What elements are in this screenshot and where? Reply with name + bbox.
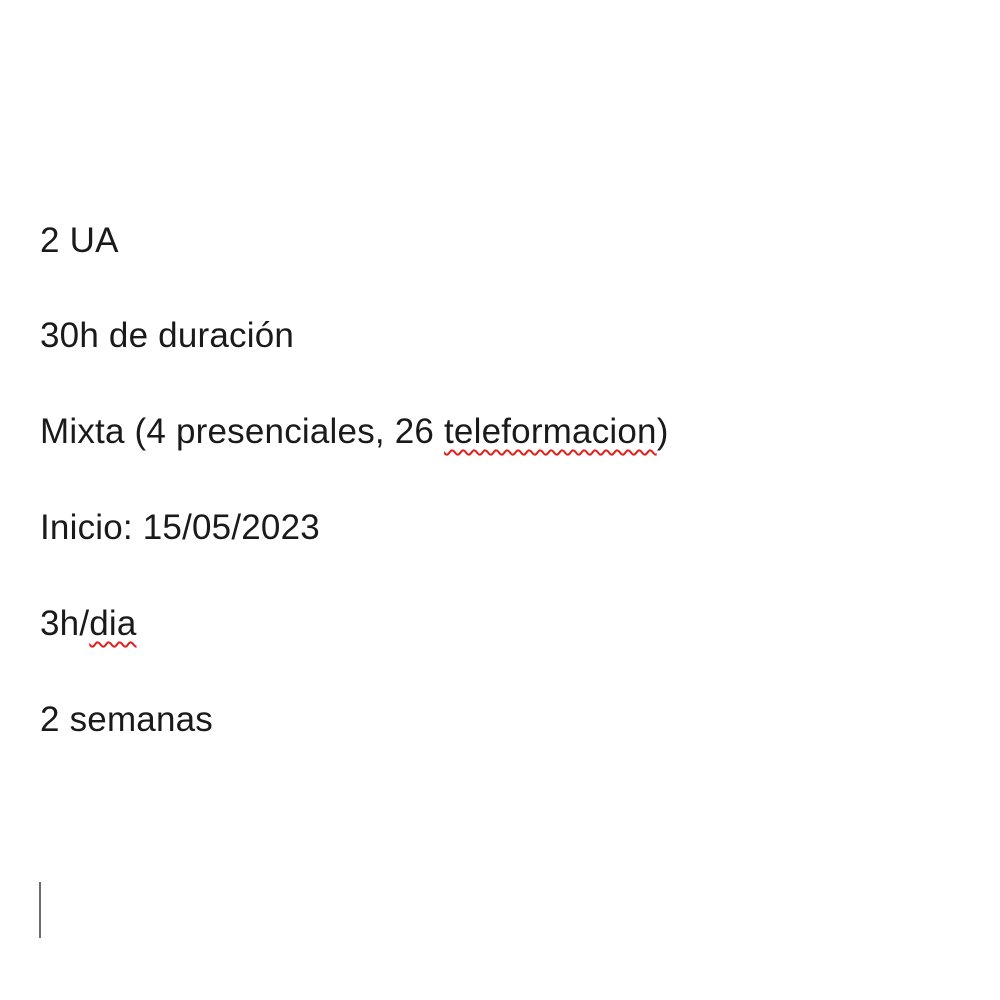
line-weeks[interactable]: 2 semanas xyxy=(40,700,214,739)
line-modality[interactable] xyxy=(40,410,669,454)
text-cursor xyxy=(39,882,41,938)
misspelled-word-teleformacion[interactable]: teleformacion xyxy=(444,412,657,451)
line-start-date[interactable]: Inicio: 15/05/2023 xyxy=(40,508,320,547)
line-hours-prefix: 3h/ xyxy=(40,604,90,643)
misspelled-word-dia[interactable]: dia xyxy=(89,604,137,643)
line-hours-per-day[interactable] xyxy=(40,602,137,646)
line-duration[interactable]: 30h de duración xyxy=(40,316,295,355)
line-modality-suffix: ) xyxy=(656,412,669,451)
line-units[interactable]: 2 UA xyxy=(40,221,119,260)
line-modality-prefix: Mixta (4 presenciales, 26 xyxy=(40,412,444,451)
